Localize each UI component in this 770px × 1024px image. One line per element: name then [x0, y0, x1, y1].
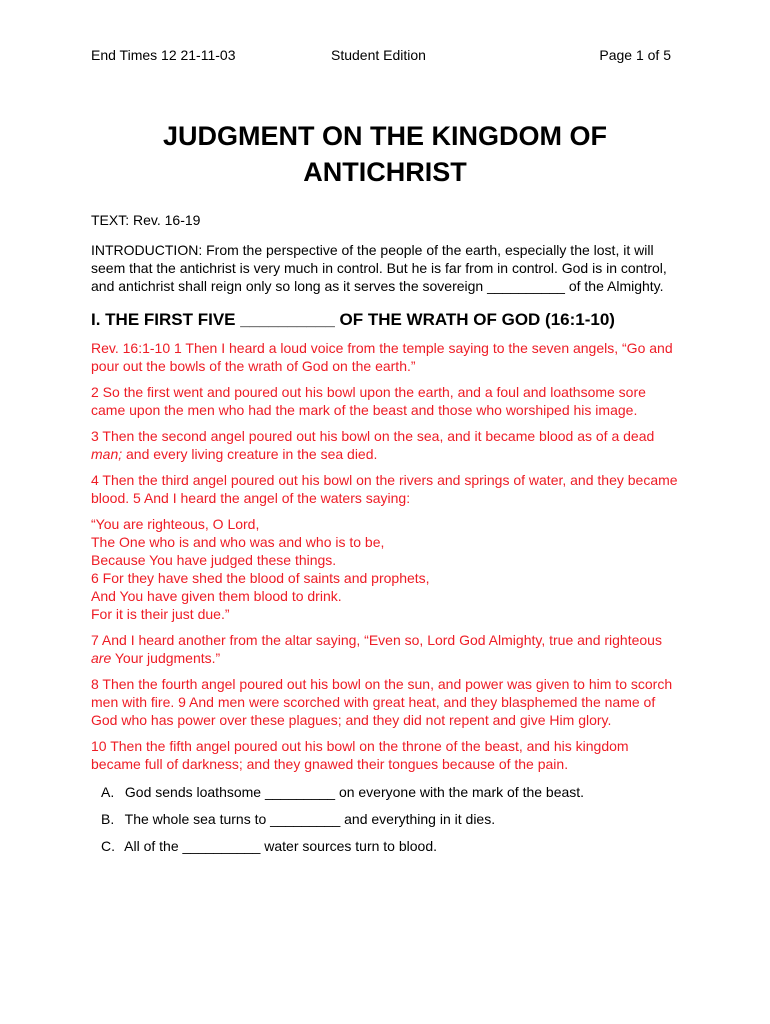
header-page-number: Page 1 of 5	[599, 47, 671, 63]
list-item	[91, 810, 679, 828]
page-header	[91, 47, 671, 67]
point-label: A.	[101, 784, 115, 800]
point-label: C.	[101, 838, 115, 854]
verse-3-text-b: and every living creature in the sea died.	[122, 446, 378, 462]
scripture-verse-3	[91, 427, 679, 463]
header-series-date: End Times 12 21-11-03	[91, 47, 236, 63]
header-edition: Student Edition	[331, 47, 426, 63]
verse-7-text-a: 7 And I heard another from the altar saying, “Even so, Lord God Almighty, true and righteous	[91, 632, 662, 648]
list-item	[91, 837, 679, 855]
poem-line: The One who is and who was and who is to be,	[91, 534, 385, 550]
poem-line: “You are righteous, O Lord,	[91, 516, 260, 532]
scripture-verse-10: 10 Then the fifth angel poured out his bowl on the throne of the beast, and his kingdom became full of darkness; and they gnawed their tongues because of the pain.	[91, 738, 629, 772]
poem-line: For it is their just due.”	[91, 606, 230, 622]
scripture-verse-8: 8 Then the fourth angel poured out his bowl on the sun, and power was given to him to scorch men with fire. 9 And men were scorched with great heat, and they blasphemed the name of God who has power over these plagues; and they did not repent and give Him glory.	[91, 676, 673, 728]
points-list	[91, 783, 679, 855]
poem-line: 6 For they have shed the blood of saints and prophets,	[91, 570, 430, 586]
verse-3-text-a: 3 Then the second angel poured out his bowl on the sea, and it became blood as of a dead	[91, 428, 655, 444]
point-text: God sends loathsome _________ on everyone with the mark of the beast.	[124, 784, 585, 800]
scripture-poem	[91, 515, 679, 623]
title-line-1: JUDGMENT ON THE KINGDOM OF	[163, 121, 607, 151]
point-text: All of the __________ water sources turn to blood.	[124, 838, 437, 854]
list-item	[91, 783, 679, 801]
verse-7-italic: are	[91, 650, 112, 666]
verse-3-italic: man;	[91, 446, 123, 462]
poem-line: Because You have judged these things.	[91, 552, 337, 568]
document-body	[91, 211, 679, 864]
point-text: The whole sea turns to _________ and everything in it dies.	[124, 811, 496, 827]
document-title	[91, 118, 679, 190]
scripture-verse-1: Rev. 16:1-10 1 Then I heard a loud voice from the temple saying to the seven angels, “Go and pour out the bowls of the wrath of God on the earth.”	[91, 340, 673, 374]
text-reference: TEXT: Rev. 16-19	[91, 212, 201, 228]
point-label: B.	[101, 811, 115, 827]
scripture-verse-4: 4 Then the third angel poured out his bowl on the rivers and springs of water, and they became blood. 5 And I heard the angel of the waters saying:	[91, 472, 678, 506]
scripture-verse-2: 2 So the first went and poured out his bowl upon the earth, and a foul and loathsome sore came upon the men who had the mark of the beast and those who worshiped his image.	[91, 384, 646, 418]
title-line-2: ANTICHRIST	[303, 157, 467, 187]
poem-line: And You have given them blood to drink.	[91, 588, 342, 604]
section-heading: I. THE FIRST FIVE __________ OF THE WRATH OF GOD (16:1-10)	[91, 310, 615, 329]
introduction-paragraph: INTRODUCTION: From the perspective of the people of the earth, especially the lost, it will seem that the antichrist is very much in control. But he is far from in control. God is in control, and antichrist shall reign only so long as it serves the sovereign __________ of the Almighty.	[91, 242, 667, 294]
scripture-verse-7	[91, 631, 679, 667]
verse-7-text-b: Your judgments.”	[111, 650, 221, 666]
